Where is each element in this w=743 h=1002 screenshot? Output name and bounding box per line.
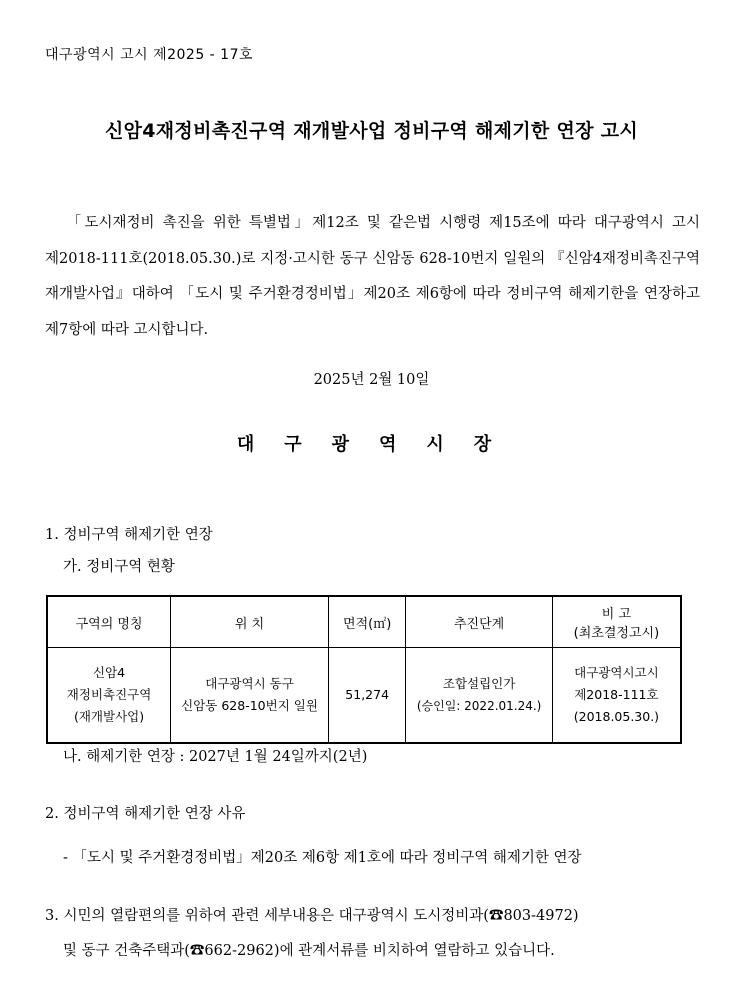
header-remarks-line2: (최초결정고시) [573, 626, 660, 641]
document-title: 신암4재정비촉진구역 재개발사업 정비구역 해제기한 연장 고시 [104, 120, 639, 142]
cell-location [171, 648, 329, 744]
cell-name-line1: 신암4 [93, 665, 126, 680]
cell-remarks-line2: 제2018-111호 [574, 687, 659, 702]
body-paragraph [45, 206, 700, 348]
notice-date: 2025년 2월 10일 [313, 372, 430, 388]
cell-remarks [552, 648, 681, 744]
section1-heading: 1. 정비구역 해제기한 연장 [45, 527, 213, 543]
section2-heading: 2. 정비구역 해제기한 연장 사유 [45, 806, 246, 822]
table-header-row [47, 596, 681, 648]
header-location: 위 치 [171, 596, 329, 648]
notice-number: 대구광역시 고시 제2025 - 17호 [45, 47, 254, 63]
section1-sub-a: 가. 정비구역 현황 [63, 559, 175, 575]
section1-sub-b: 나. 해제기한 연장 : 2027년 1월 24일까지(2년) [63, 749, 368, 765]
cell-stage-line2: (승인일: 2022.01.24.) [416, 699, 542, 713]
cell-location-line2: 신암동 628-10번지 일원 [181, 698, 318, 713]
header-remarks [552, 596, 681, 648]
section3-line1: 3. 시민의 열람편의를 위하여 관련 세부내용은 대구광역시 도시정비과(☎803-4972) [45, 908, 579, 924]
header-name: 구역의 명칭 [47, 596, 171, 648]
body-paragraph-text: 「도시재정비 촉진을 위한 특별법」제12조 및 같은법 시행령 제15조에 따라 대구광역시 고시 제2018-111호(2018.05.30.)로 지정·고시한 동구 신암동 628-10번지 일원의 『신암4재정비촉진구역 재개발사업』대하여 「도시 및 주거환경정비법」제20조 제6항에 따라 정비구역 해제기한을 연장하고 제7항에 따라 고시합니다. [45, 215, 700, 338]
cell-name-line3: (재개발사업) [73, 709, 145, 724]
header-area: 면적(㎡) [328, 596, 405, 648]
cell-remarks-line3: (2018.05.30.) [573, 709, 660, 724]
cell-name-line2: 재정비촉진구역 [66, 687, 152, 702]
cell-area: 51,274 [328, 648, 405, 744]
zone-status-table [46, 595, 682, 744]
header-stage: 추진단계 [406, 596, 552, 648]
header-remarks-line1: 비 고 [601, 607, 632, 622]
cell-stage-line1: 조합설립인가 [442, 676, 516, 691]
signatory: 대구광역시장 [236, 434, 522, 455]
cell-stage [406, 648, 552, 744]
cell-location-line1: 대구광역시 동구 [205, 676, 294, 691]
section3-line2: 및 동구 건축주택과(☎662-2962)에 관계서류를 비치하여 열람하고 있습니다. [63, 943, 555, 959]
cell-name [47, 648, 171, 744]
section2-item: - 「도시 및 주거환경정비법」제20조 제6항 제1호에 따라 정비구역 해제기한 연장 [63, 850, 582, 866]
cell-remarks-line1: 대구광역시고시 [574, 665, 659, 680]
table-row [47, 648, 681, 744]
